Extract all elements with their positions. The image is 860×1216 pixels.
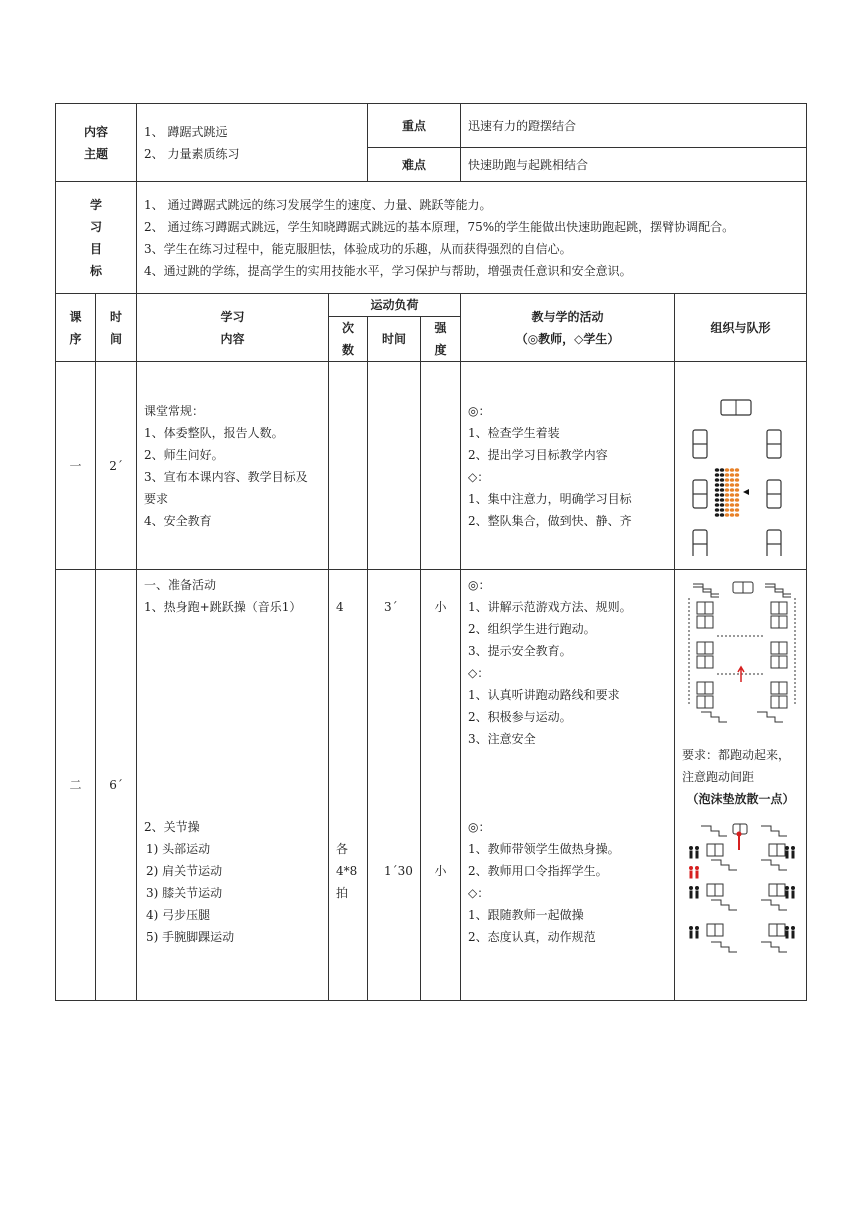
activity-line: 2、积极参与运动。: [468, 710, 572, 724]
section1-intensity: [421, 362, 461, 570]
student-dot: [734, 508, 738, 512]
focus-label: 重点: [368, 104, 461, 148]
student-figure-head: [695, 866, 699, 870]
objectives-label-char: 习: [90, 219, 103, 234]
objectives-label-char: 学: [90, 197, 103, 212]
mat-placement-note: （泡沫垫放散一点）: [686, 792, 795, 806]
assembly-formation-diagram: [681, 376, 801, 556]
objectives-label-char: 目: [90, 241, 103, 256]
content-line: 3) 膝关节运动: [146, 886, 223, 900]
objective-item: 3、学生在练习过程中，能克服胆怯，体验成功的乐趣，从而获得强烈的自信心。: [144, 241, 572, 256]
activity-line: 1、跟随教师一起做操: [468, 908, 584, 922]
teacher-marker-icon: [743, 489, 749, 495]
count-value: 4: [336, 600, 344, 614]
student-figure-head: [689, 886, 693, 890]
content-line: 2、关节操: [144, 820, 200, 834]
content-line: 要求: [144, 491, 169, 506]
student-dot: [724, 488, 728, 492]
student-figure-body: [689, 891, 692, 899]
intensity-value: 小: [434, 600, 447, 614]
section1-organization: [675, 362, 807, 570]
section1-content: [137, 362, 329, 570]
student-dot: [719, 493, 723, 497]
section1-seq: 一: [56, 362, 96, 570]
joint-exercise-formation-diagram: [681, 820, 801, 970]
student-dot: [729, 508, 733, 512]
topic-item: 1、 蹲踞式跳远: [144, 124, 228, 139]
activity-line: 2、提出学习目标教学内容: [468, 447, 608, 462]
student-dot: [734, 483, 738, 487]
activity-line: ◇：: [468, 886, 490, 900]
student-figure-body: [695, 891, 698, 899]
student-dot: [724, 468, 728, 472]
intensity-value: 小: [434, 864, 447, 878]
objective-item: 4、通过跳的学练，提高学生的实用技能水平，学习保护与帮助，增强责任意识和安全意识。: [144, 263, 632, 278]
student-dot: [719, 473, 723, 477]
col-time: 时 间: [96, 294, 137, 362]
student-figure-head: [695, 846, 699, 850]
student-dot: [734, 513, 738, 517]
activity-line: 3、注意安全: [468, 732, 536, 746]
student-dot: [724, 483, 728, 487]
count-value: 各: [336, 842, 349, 856]
student-figure-head: [785, 846, 789, 850]
col-duration: 时间: [368, 317, 421, 362]
student-dot: [714, 503, 718, 507]
student-dot: [714, 513, 718, 517]
student-figure-body: [791, 931, 794, 939]
objective-item: 1、 通过蹲踞式跳远的练习发展学生的速度、力量、跳跃等能力。: [144, 197, 492, 212]
student-figures: [689, 846, 795, 939]
section2-content: [137, 570, 329, 1001]
student-dot: [724, 478, 728, 482]
difficulty-value: 快速助跑与起跳相结合: [461, 148, 807, 182]
student-figure-body: [695, 931, 698, 939]
student-dot: [714, 473, 718, 477]
activity-line: 1、认真听讲跑动路线和要求: [468, 688, 620, 702]
student-figure-body: [791, 851, 794, 859]
duration-value: 1´30: [384, 864, 413, 878]
student-dot: [734, 503, 738, 507]
lesson-plan-sheet: [55, 103, 806, 994]
student-dot: [719, 478, 723, 482]
student-figure-head: [695, 886, 699, 890]
student-dot: [729, 478, 733, 482]
student-dot: [729, 493, 733, 497]
student-figure-body: [785, 891, 788, 899]
note-line: 要求：都跑动起来，: [682, 748, 791, 762]
student-dot: [729, 503, 733, 507]
student-dot: [714, 488, 718, 492]
difficulty-label: 难点: [368, 148, 461, 182]
section2-seq: 二: [56, 570, 96, 1001]
topic-label-line1: 内容: [84, 124, 109, 139]
content-line: 2) 肩关节运动: [146, 864, 223, 878]
student-dot: [724, 493, 728, 497]
content-line: 课堂常规：: [144, 403, 205, 418]
activity-line: ◎：: [468, 820, 491, 834]
warmup-run-route-diagram: [681, 578, 801, 728]
student-dot: [719, 483, 723, 487]
student-dot: [729, 473, 733, 477]
activity-line: ◎：: [468, 403, 491, 418]
activity-line: 1、教师带领学生做热身操。: [468, 842, 620, 856]
topic-item: 2、 力量素质练习: [144, 146, 240, 161]
student-figure-head: [791, 846, 795, 850]
student-dot: [724, 498, 728, 502]
col-organization: 组织与队形: [675, 294, 807, 362]
student-dot: [719, 468, 723, 472]
student-dot: [729, 488, 733, 492]
student-dot: [729, 483, 733, 487]
activity-line: 2、态度认真，动作规范: [468, 930, 596, 944]
student-dot: [724, 473, 728, 477]
activity-line: 2、教师用口令指挥学生。: [468, 864, 608, 878]
section1-count: [329, 362, 368, 570]
student-figure-head: [689, 926, 693, 930]
student-dot: [714, 483, 718, 487]
student-figure-body: [695, 871, 698, 879]
topic-label: [56, 104, 137, 182]
student-dot: [734, 493, 738, 497]
student-dot: [729, 468, 733, 472]
student-dot: [719, 488, 723, 492]
student-figure-head: [791, 926, 795, 930]
student-dot: [734, 478, 738, 482]
activity-line: 1、检查学生着装: [468, 425, 560, 440]
student-figure-head: [791, 886, 795, 890]
content-line: 1、热身跑+跳跃操（音乐1）: [144, 600, 302, 614]
col-sequence: 课 序: [56, 294, 96, 362]
objectives-label: [56, 182, 137, 294]
note-line: 注意跑动间距: [682, 770, 755, 784]
section2-activities: [461, 570, 675, 1001]
student-dot: [724, 508, 728, 512]
objective-item: 2、 通过练习蹲踞式跳远，学生知晓蹲踞式跳远的基本原理，75%的学生能做出快速助跑起跳，摆臂协调配合。: [144, 219, 735, 234]
student-dot: [719, 498, 723, 502]
student-dot: [719, 508, 723, 512]
col-content: 学习 内容: [137, 294, 329, 362]
col-load: 运动负荷: [329, 294, 461, 317]
content-line: 2、师生问好。: [144, 447, 224, 462]
content-line: 1) 头部运动: [146, 842, 211, 856]
focus-value: 迅速有力的蹬摆结合: [461, 104, 807, 148]
activity-line: 2、整队集合，做到快、静、齐: [468, 513, 632, 528]
student-figure-head: [695, 926, 699, 930]
objectives-label-char: 标: [90, 263, 103, 278]
col-intensity: 强 度: [421, 317, 461, 362]
student-figure-head: [689, 866, 693, 870]
activity-line: 1、集中注意力，明确学习目标: [468, 491, 632, 506]
content-line: 1、体委整队，报告人数。: [144, 425, 284, 440]
student-figure-body: [689, 931, 692, 939]
student-dot: [719, 513, 723, 517]
count-value: 4*8: [336, 864, 358, 878]
student-figure-body: [785, 851, 788, 859]
student-figure-body: [785, 931, 788, 939]
student-dot: [734, 498, 738, 502]
content-line: 3、宣布本课内容、教学目标及: [144, 469, 308, 484]
student-dot: [714, 508, 718, 512]
student-dot: [724, 503, 728, 507]
student-formation: [714, 468, 738, 517]
student-figure-body: [689, 851, 692, 859]
content-line: 4、安全教育: [144, 513, 212, 528]
student-dot: [729, 513, 733, 517]
student-dot: [714, 493, 718, 497]
student-dot: [729, 498, 733, 502]
count-value: 拍: [336, 886, 349, 900]
col-count: 次 数: [329, 317, 368, 362]
lesson-plan-table: [55, 103, 807, 1001]
student-figure-head: [689, 846, 693, 850]
student-dot: [714, 468, 718, 472]
activity-line: ◎：: [468, 578, 491, 592]
section2-duration: [368, 570, 421, 1001]
topic-label-line2: 主题: [84, 146, 109, 161]
duration-value: 3´: [384, 600, 398, 614]
activity-line: ◇：: [468, 469, 490, 484]
section1-duration: [368, 362, 421, 570]
section2-organization: [675, 570, 807, 1001]
student-dot: [734, 488, 738, 492]
section1-activities: [461, 362, 675, 570]
activity-line: 2、组织学生进行跑动。: [468, 622, 596, 636]
topic-list: [137, 104, 368, 182]
section2-count: [329, 570, 368, 1001]
section2-intensity: [421, 570, 461, 1001]
student-figure-body: [695, 851, 698, 859]
student-figure-body: [791, 891, 794, 899]
student-dot: [719, 503, 723, 507]
run-requirement-note: [675, 744, 806, 788]
objectives-list: [137, 182, 807, 294]
section2-time: 6´: [96, 570, 137, 1001]
activity-line: ◇：: [468, 666, 490, 680]
content-line: 一、准备活动: [144, 578, 217, 592]
content-line: 4) 弓步压腿: [146, 908, 211, 922]
student-figure-head: [785, 886, 789, 890]
activity-line: 3、提示安全教育。: [468, 644, 572, 658]
student-figure-body: [689, 871, 692, 879]
student-figure-head: [785, 926, 789, 930]
section1-time: 2´: [96, 362, 137, 570]
student-dot: [714, 478, 718, 482]
activity-line: 1、讲解示范游戏方法、规则。: [468, 600, 632, 614]
student-dot: [734, 473, 738, 477]
col-activities: 教与学的活动 （◎教师，◇学生）: [461, 294, 675, 362]
student-dot: [724, 513, 728, 517]
student-dot: [734, 468, 738, 472]
content-line: 5) 手腕脚踝运动: [146, 930, 235, 944]
student-dot: [714, 498, 718, 502]
